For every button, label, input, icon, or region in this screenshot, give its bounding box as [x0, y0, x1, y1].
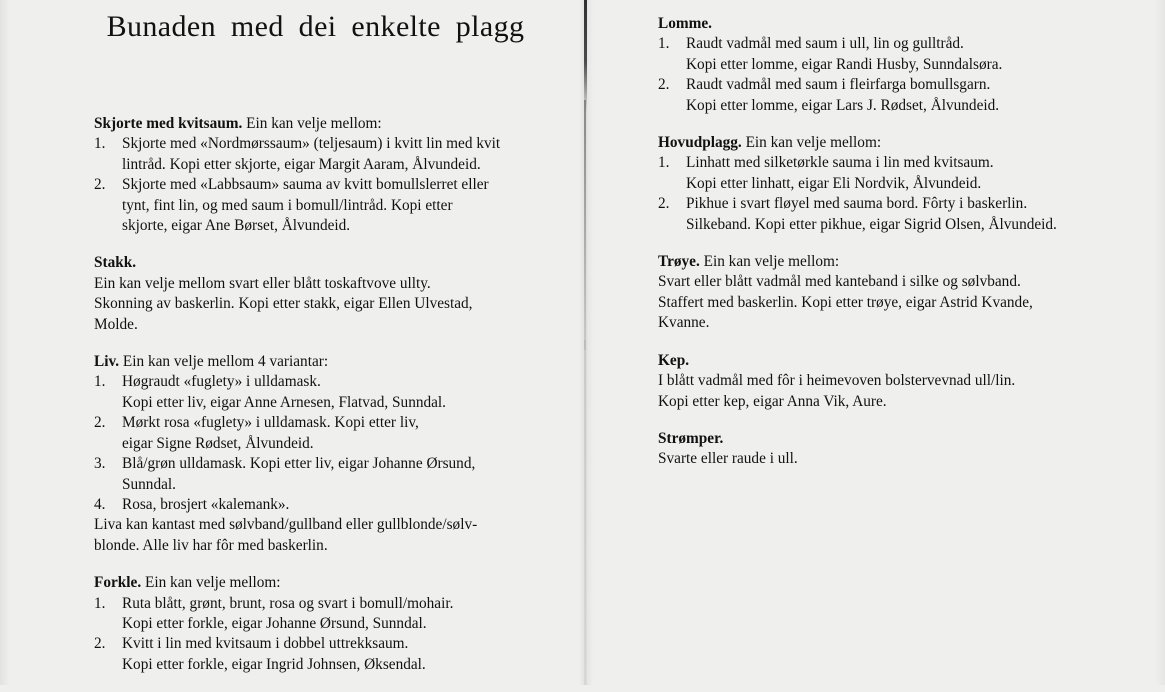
page-edge-right: [1155, 0, 1165, 685]
list-item-number: 3.: [94, 455, 106, 473]
section-tr-ye: [658, 252, 1086, 334]
list-item-line: eigar Signe Rødset, Ålvundeid.: [122, 434, 314, 452]
page-left: [94, 0, 537, 692]
list-item-number: 1.: [658, 154, 670, 172]
section-term: Kep.: [658, 351, 690, 369]
section-paragraph-line: Staffert med baskerlin. Kopi etter trøye, eigar Astrid Kvande,: [658, 293, 1033, 311]
list-item: [94, 175, 537, 236]
list-item: [658, 153, 1086, 194]
section-term: Strømper.: [658, 429, 724, 447]
list-item-line: Blå/grøn ulldamask. Kopi etter liv, eigar Johanne Ørsund,: [122, 455, 476, 473]
numbered-list: [94, 372, 537, 515]
list-item-line: Kopi etter liv, eigar Anne Arnesen, Flatvad, Sunndal.: [122, 393, 446, 411]
list-item-line: Raudt vadmål med saum i ull, lin og gulltråd.: [686, 35, 964, 53]
section-lomme: [658, 14, 1086, 116]
section-term: Hovudplagg.: [658, 134, 742, 152]
numbered-list: [658, 153, 1086, 235]
gutter-seam-middle: [584, 100, 586, 350]
list-item: [94, 372, 537, 413]
list-item-line: Sunndal.: [122, 475, 176, 493]
section-trailing-line: blonde. Alle liv har fôr med baskerlin.: [94, 536, 328, 554]
section-lead-in: Ein kan velje mellom:: [141, 574, 281, 592]
section-paragraph-line: Svarte eller raude i ull.: [658, 450, 798, 468]
list-item-line: lintråd. Kopi etter skjorte, eigar Margit Aaram, Ålvundeid.: [122, 155, 481, 173]
section-skjorte-med-kvitsaum: [94, 114, 537, 236]
gutter-shadow: [579, 0, 593, 685]
section-trailing-line: Liva kan kantast med sølvband/gullband eller gullblonde/sølv-: [94, 516, 478, 534]
section-paragraph-line: Molde.: [94, 315, 138, 333]
section-forkle: [94, 573, 537, 675]
section-lead-in: Ein kan velje mellom:: [242, 115, 382, 132]
section-lead-in: Ein kan velje mellom:: [699, 253, 840, 271]
page-edge-left: [0, 0, 10, 685]
list-item-line: Høgraudt «fuglety» i ulldamask.: [122, 373, 321, 391]
list-item-line: tynt, fint lin, og med saum i bomull/lintråd. Kopi etter: [122, 196, 453, 214]
section-liv: [94, 352, 537, 556]
list-item: [94, 134, 537, 175]
section-term: Liv.: [94, 353, 120, 371]
section-term: Trøye.: [658, 253, 700, 271]
list-item-line: Rosa, brosjert «kalemank».: [122, 495, 290, 513]
list-item-number: 1.: [658, 35, 670, 53]
section-term: Lomme.: [658, 15, 712, 32]
list-item-line: Mørkt rosa «fuglety» i ulldamask. Kopi etter liv,: [122, 414, 419, 432]
right-page-sections: [658, 14, 1086, 470]
section-lead-in: Ein kan velje mellom:: [741, 134, 882, 152]
list-item-number: 1.: [94, 373, 106, 391]
list-item-number: 2.: [94, 635, 106, 653]
list-item: [658, 194, 1086, 235]
numbered-list: [94, 594, 537, 676]
section-heading: [94, 352, 537, 372]
list-item-line: Ruta blått, grønt, brunt, rosa og svart i bomull/mohair.: [122, 594, 454, 612]
list-item-number: 2.: [658, 76, 670, 94]
section-paragraph-line: Kopi etter kep, eigar Anna Vik, Aure.: [658, 392, 887, 410]
section-term: Skjorte med kvitsaum.: [94, 115, 243, 132]
section-heading: [658, 351, 1086, 371]
list-item-number: 2.: [658, 195, 670, 213]
list-item: [94, 454, 537, 495]
list-item: [658, 75, 1086, 116]
section-heading: [94, 253, 537, 273]
list-item: [94, 413, 537, 454]
list-item-number: 1.: [94, 135, 106, 153]
list-item-number: 2.: [94, 414, 106, 432]
list-item: [94, 594, 537, 635]
list-item-line: Pikhue i svart fløyel med sauma bord. Fôrty i baskerlin.: [686, 195, 1028, 213]
section-paragraph-line: Svart eller blått vadmål med kanteband i silke og sølvband.: [658, 273, 1021, 291]
list-item-line: Skjorte med «Labbsaum» sauma av kvitt bomullslerret eller: [122, 176, 489, 194]
list-item-line: Kvitt i lin med kvitsaum i dobbel uttrekksaum.: [122, 635, 409, 653]
list-item-number: 4.: [94, 495, 106, 513]
section-heading: [658, 252, 1086, 272]
section-heading: [658, 133, 1086, 153]
numbered-list: [658, 34, 1086, 116]
list-item-line: Silkeband. Kopi etter pikhue, eigar Sigrid Olsen, Ålvundeid.: [686, 215, 1057, 233]
section-term: Forkle.: [94, 574, 142, 592]
section-stakk: [94, 253, 537, 335]
page-right: [658, 0, 1086, 487]
list-item-line: skjorte, eigar Ane Børset, Ålvundeid.: [122, 217, 351, 235]
list-item-line: Raudt vadmål med saum i fleirfarga bomullsgarn.: [686, 76, 991, 94]
gutter-seam-top: [584, 0, 587, 112]
list-item: [94, 495, 537, 515]
gutter-seam-bottom: [584, 340, 586, 685]
section-heading: [658, 429, 1086, 449]
list-item-line: Kopi etter lomme, eigar Randi Husby, Sunndalsøra.: [686, 55, 1003, 73]
section-hovudplagg: [658, 133, 1086, 235]
list-item-line: Kopi etter linhatt, eigar Eli Nordvik, Ålvundeid.: [686, 174, 982, 192]
list-item-number: 1.: [94, 594, 106, 612]
list-item-line: Skjorte med «Nordmørssaum» (teljesaum) i kvitt lin med kvit: [122, 135, 501, 153]
book-gutter: [578, 0, 594, 685]
section-heading: [94, 114, 537, 134]
section-paragraph-line: Ein kan velje mellom svart eller blått toskaftvove ullty.: [94, 274, 431, 292]
section-term: Stakk.: [94, 254, 137, 272]
section-kep: [658, 351, 1086, 412]
list-item-line: Kopi etter forkle, eigar Johanne Ørsund, Sunndal.: [122, 614, 427, 632]
list-item: [94, 634, 537, 675]
list-item-line: Kopi etter forkle, eigar Ingrid Johnsen, Øksendal.: [122, 655, 426, 673]
section-heading: [658, 14, 1086, 34]
section-str-mper: [658, 429, 1086, 470]
numbered-list: [94, 134, 537, 236]
section-heading: [94, 573, 537, 593]
list-item-line: Linhatt med silketørkle sauma i lin med kvitsaum.: [686, 154, 994, 172]
left-page-sections: [94, 114, 537, 675]
section-paragraph-line: Skonning av baskerlin. Kopi etter stakk, eigar Ellen Ulvestad,: [94, 295, 473, 313]
section-paragraph-line: I blått vadmål med fôr i heimevoven bolstervevnad ull/lin.: [658, 372, 1016, 390]
list-item: [658, 34, 1086, 75]
section-paragraph-line: Kvanne.: [658, 314, 710, 332]
section-lead-in: Ein kan velje mellom 4 variantar:: [119, 353, 329, 371]
list-item-number: 2.: [94, 176, 106, 194]
list-item-line: Kopi etter lomme, eigar Lars J. Rødset, Ålvundeid.: [686, 96, 1000, 114]
page-title: Bunaden med dei enkelte plagg: [106, 10, 525, 43]
